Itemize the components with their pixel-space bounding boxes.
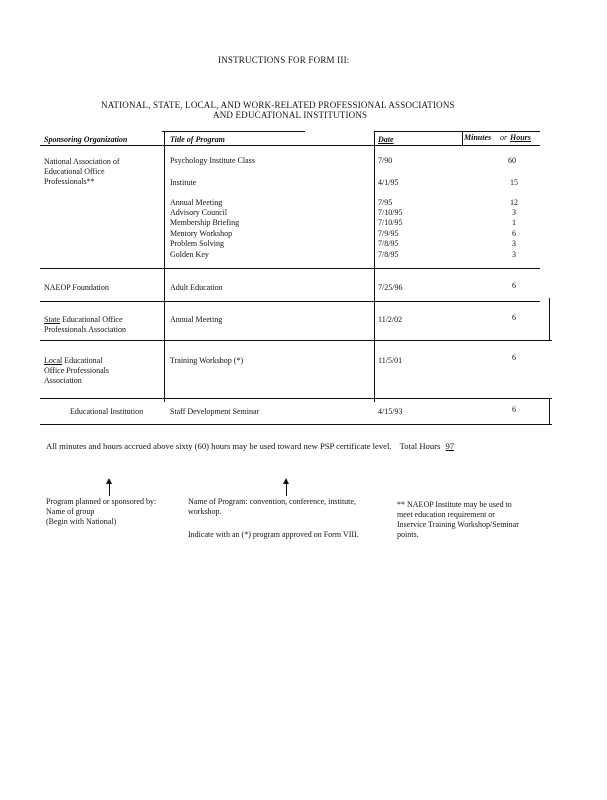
note-institute-line-2: meet education requirement or: [397, 510, 495, 519]
org-national-line-1: National Association of: [44, 157, 120, 166]
table-bottom-rule: [40, 424, 552, 425]
program-date: 7/90: [378, 156, 393, 165]
program-date: 7/8/95: [378, 250, 399, 259]
note-program-line-2: workshop.: [188, 507, 222, 516]
margin-mark: [549, 398, 550, 424]
program-hours: 12: [510, 198, 518, 207]
program-date: 7/9/95: [378, 229, 399, 238]
program-date: 7/25/96: [378, 283, 403, 292]
org-national-line-3: Professionals**: [44, 177, 95, 186]
form-title: INSTRUCTIONS FOR FORM III:: [218, 55, 350, 65]
program-hours: 6: [512, 405, 516, 414]
program-title: Golden Key: [170, 250, 209, 259]
note-program-line-3: Indicate with an (*) program approved on Form VIII.: [188, 530, 359, 539]
program-hours: 60: [508, 156, 516, 165]
column-divider-mid: [374, 131, 375, 402]
org-local-name: Educational: [62, 356, 103, 365]
program-hours: 6: [512, 281, 516, 290]
section-separator: [40, 340, 552, 341]
note-institute-line-3: Inservice Training Workshop/Seminar: [397, 520, 519, 529]
header-bottom-rule: [40, 145, 540, 146]
column-divider-right: [462, 131, 463, 145]
program-hours: 3: [512, 208, 516, 217]
org-state-level: State: [44, 315, 60, 324]
program-hours: 3: [512, 250, 516, 259]
program-title: Problem Solving: [170, 239, 225, 248]
program-hours: 6: [512, 229, 516, 238]
program-title: Advisory Council: [170, 208, 228, 217]
program-hours: 15: [510, 178, 518, 187]
program-hours: 6: [512, 353, 516, 362]
note-sponsor-line-1: Program planned or sponsored by:: [46, 497, 157, 506]
up-arrow-icon: [286, 483, 287, 496]
note-institute-line-4: points.: [397, 530, 419, 539]
org-local-level: Local: [44, 356, 63, 365]
org-local-line-3: Association: [44, 376, 82, 385]
program-title: Training Workshop (*): [170, 356, 244, 365]
note-sponsor-line-2: Name of group: [46, 507, 95, 516]
program-title: Psychology Institute Class: [170, 156, 255, 165]
program-date: 11/2/02: [378, 315, 403, 324]
org-foundation: NAEOP Foundation: [44, 283, 109, 292]
program-hours: 3: [512, 239, 516, 248]
header-or: or: [500, 133, 508, 142]
program-title: Adult Education: [170, 283, 223, 292]
program-title: Mentory Workshop: [170, 229, 233, 238]
header-title-of-program: Title of Program: [170, 135, 225, 144]
header-top-rule-right: [374, 131, 540, 132]
program-hours: 6: [512, 313, 516, 322]
header-date: Date: [378, 135, 394, 144]
org-national-line-2: Educational Office: [44, 167, 105, 176]
program-date: 7/8/95: [378, 239, 399, 248]
header-top-rule: [162, 131, 305, 132]
program-date: 7/10/95: [378, 208, 403, 217]
org-state-line-1: [44, 315, 123, 325]
form-subtitle-line-1: NATIONAL, STATE, LOCAL, AND WORK-RELATED PROFESSIONAL ASSOCIATIONS: [101, 100, 455, 110]
section-separator: [40, 268, 540, 269]
header-minutes: Minutes: [464, 133, 492, 142]
program-date: 7/95: [378, 198, 393, 207]
program-title: Membership Briefing: [170, 218, 240, 227]
note-sponsor-line-3: (Begin with National): [46, 517, 117, 526]
accrual-note: [46, 441, 454, 451]
program-title: Institute: [170, 178, 197, 187]
org-state-line-2: Professionals Association: [44, 325, 126, 334]
program-date: 4/15/93: [378, 407, 403, 416]
note-program-line-1: Name of Program: convention, conference, institute,: [188, 497, 356, 506]
program-title: Annual Meeting: [170, 315, 223, 324]
org-institution: Educational Institution: [70, 407, 144, 416]
note-institute-line-1: ** NAEOP Institute may be used to: [397, 500, 512, 509]
section-separator: [40, 398, 552, 399]
org-local-line-2: Office Professionals: [44, 366, 109, 375]
program-title: Staff Development Seminar: [170, 407, 260, 416]
program-title: Annual Meeting: [170, 198, 223, 207]
up-arrow-icon: [109, 483, 110, 496]
total-hours-label: Total Hours: [399, 441, 441, 451]
program-date: 11/5/01: [378, 356, 403, 365]
column-divider-left: [164, 131, 165, 402]
program-hours: 1: [512, 218, 516, 227]
program-date: 4/1/95: [378, 178, 399, 187]
accrual-note-text: All minutes and hours accrued above sixty (60) hours may be used toward new PSP certificate level.: [46, 441, 392, 451]
org-state-name: Educational Office: [60, 315, 123, 324]
header-sponsoring-organization: Sponsoring Organization: [44, 135, 128, 144]
section-separator: [40, 301, 540, 302]
form-subtitle-line-2: AND EDUCATIONAL INSTITUTIONS: [213, 110, 368, 120]
header-hours: Hours: [510, 133, 531, 142]
program-date: 7/10/95: [378, 218, 403, 227]
total-hours-value: 97: [445, 441, 455, 451]
org-local-line-1: [44, 356, 102, 366]
margin-mark: [549, 298, 550, 340]
